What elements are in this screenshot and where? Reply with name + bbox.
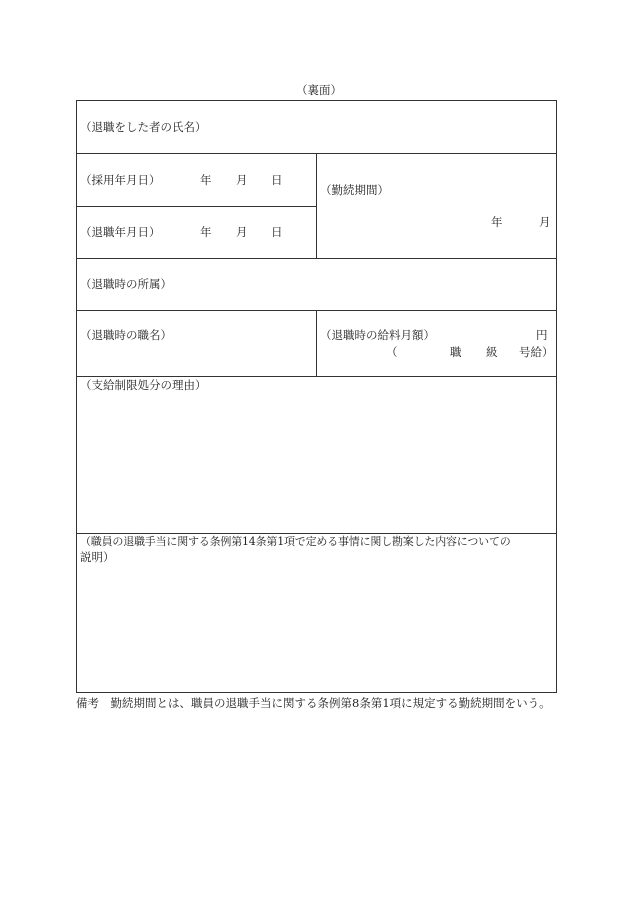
- salary-open-paren: （: [386, 345, 398, 359]
- row-divider: [76, 376, 557, 377]
- page-label: （裏面）: [296, 83, 342, 97]
- note: 備考 勤続期間とは、職員の退職手当に関する条例第8条第1項に規定する勤続期間をいう。: [76, 696, 551, 710]
- position-label: （退職時の職名）: [80, 328, 172, 342]
- hire-date-day: 日: [271, 173, 283, 187]
- row-divider: [76, 533, 557, 534]
- retire-date-label: （退職年月日）: [80, 225, 161, 239]
- salary-kyu: 級: [486, 345, 498, 359]
- salary-gokyu: 号給）: [519, 345, 554, 359]
- column-divider: [316, 153, 317, 258]
- explanation-label-line2: 説明）: [80, 550, 115, 564]
- service-period-year: 年: [491, 215, 503, 229]
- service-period-label: （勤続期間）: [320, 183, 389, 197]
- retire-date-day: 日: [271, 225, 283, 239]
- explanation-label-line1: （職員の退職手当に関する条例第14条第1項で定める事情に関し勘案した内容についての: [80, 535, 511, 548]
- name-label: （退職をした者の氏名）: [80, 120, 207, 134]
- column-divider: [316, 310, 317, 376]
- salary-yen: 円: [536, 328, 548, 342]
- row-divider: [76, 206, 317, 207]
- affiliation-label: （退職時の所属）: [80, 277, 172, 291]
- row-divider: [76, 258, 557, 259]
- hire-date-year: 年: [200, 173, 212, 187]
- retire-date-month: 月: [236, 225, 248, 239]
- salary-label: （退職時の給料月額）: [320, 328, 435, 342]
- hire-date-month: 月: [236, 173, 248, 187]
- restriction-reason-label: （支給制限処分の理由）: [80, 378, 207, 392]
- service-period-month: 月: [539, 215, 551, 229]
- hire-date-label: （採用年月日）: [80, 173, 161, 187]
- salary-shoku: 職: [450, 345, 462, 359]
- retire-date-year: 年: [200, 225, 212, 239]
